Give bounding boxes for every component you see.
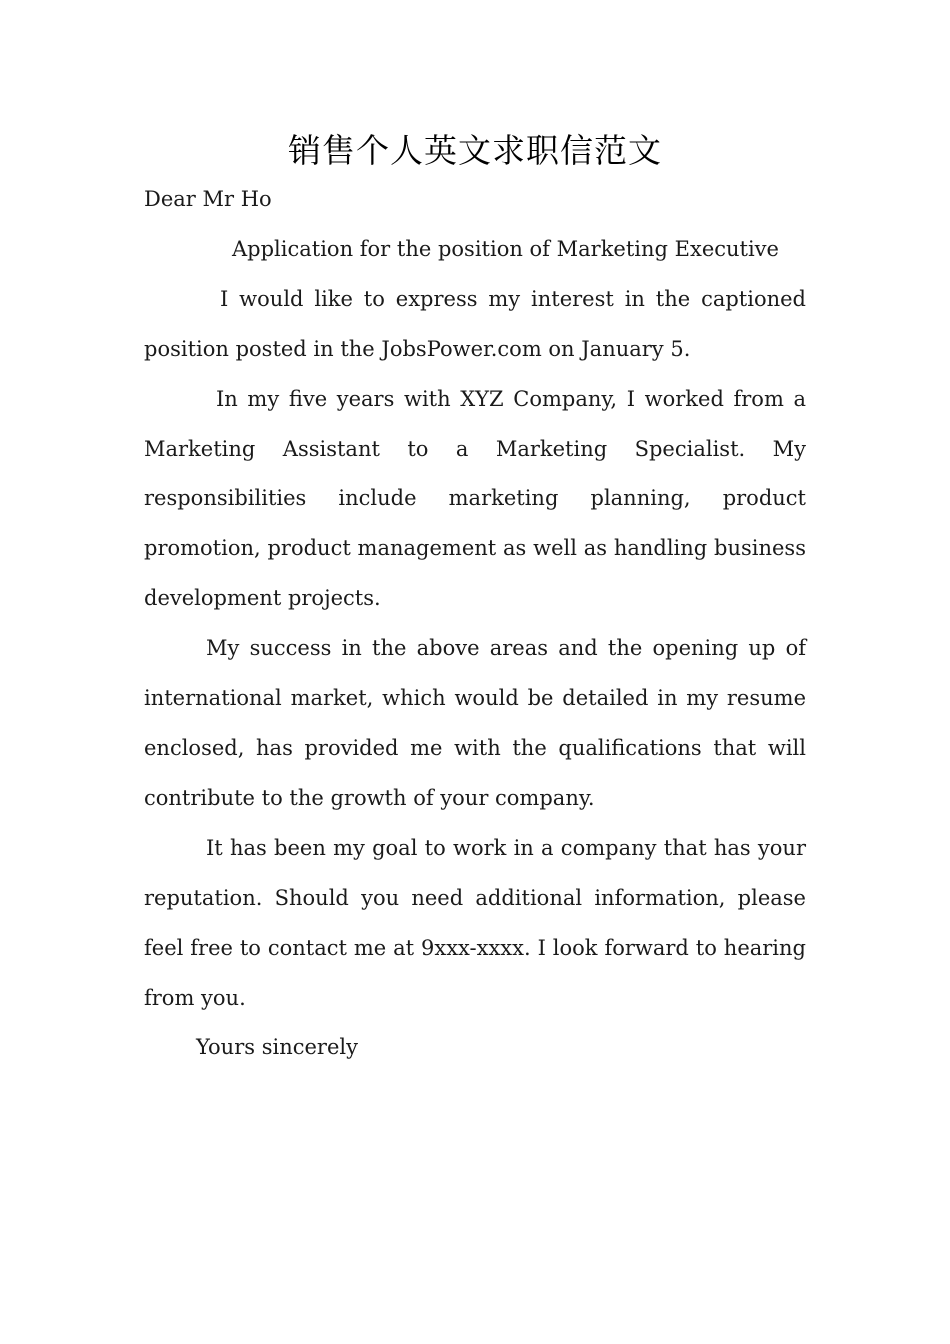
salutation: Dear Mr Ho	[144, 187, 272, 211]
paragraph-goal: It has been my goal to work in a company that has your reputation. Should you need additional information, please feel free to contact me at 9xxx-xxxx. I look forward to hearing from you.	[144, 835, 806, 1010]
letter-body	[144, 175, 806, 1073]
paragraph-success: My success in the above areas and the opening up of international market, which would be detailed in my resume enclosed, has provided me with the qualifications that will contribute to the growth of your company.	[144, 636, 806, 810]
closing: Yours sincerely	[196, 1035, 358, 1060]
document-title: 销售个人英文求职信范文	[288, 131, 662, 170]
paragraph-experience: In my five years with XYZ Company, I worked from a Marketing Assistant to a Marketing Specialist. My responsibilities include marketing planning, product promotion, product management as well as handling business development projects.	[144, 386, 806, 611]
paragraph-interest: I would like to express my interest in the captioned position posted in the JobsPower.com on January 5.	[144, 286, 806, 361]
subject-line: Application for the position of Marketing Executive	[232, 236, 779, 261]
